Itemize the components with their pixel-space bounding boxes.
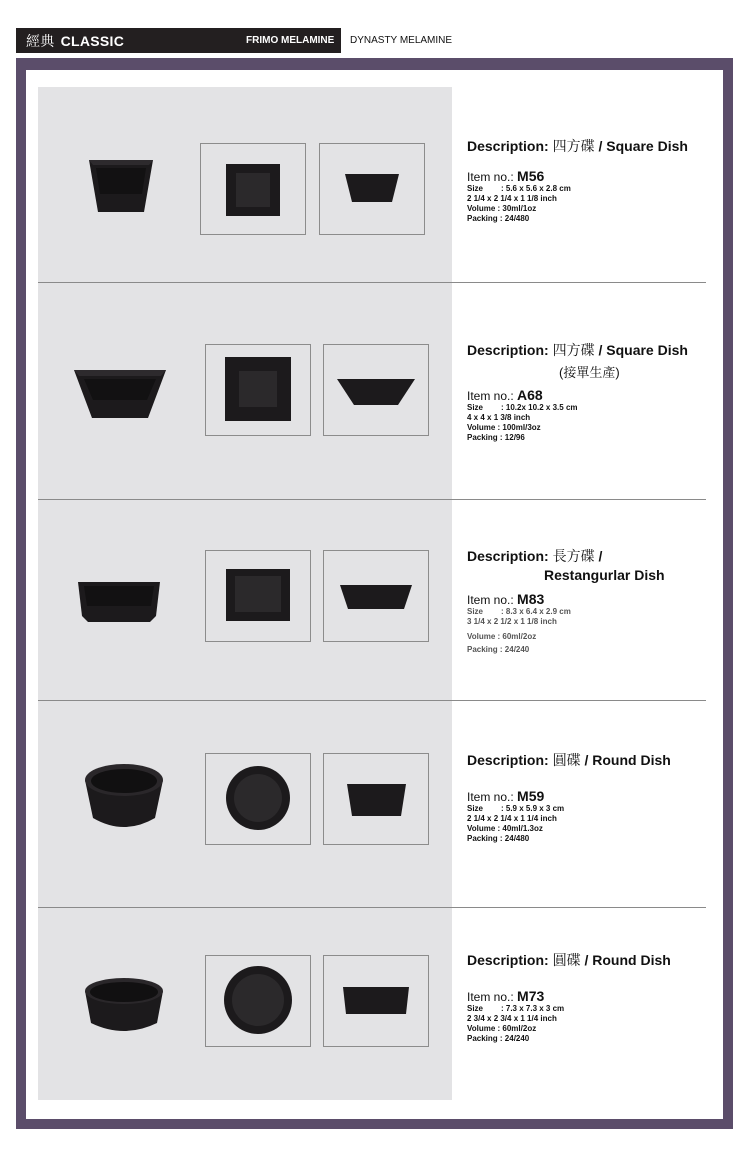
row-divider	[38, 907, 706, 908]
row-divider	[38, 499, 706, 500]
volume-spec: Volume : 60ml/2oz	[467, 1024, 537, 1033]
title-en: CLASSIC	[60, 33, 125, 49]
product-info-m73	[467, 950, 717, 1044]
row-divider	[38, 282, 706, 283]
size-spec: Size : 7.3 x 7.3 x 3 cm	[467, 1004, 565, 1013]
item-number: Item no.: M73	[467, 988, 545, 1004]
product-info-m59	[467, 750, 717, 844]
packing-spec: Packing : 12/96	[467, 433, 525, 442]
size-spec: Size : 10.2x 10.2 x 3.5 cm	[467, 403, 578, 412]
product-photo-m56	[86, 154, 156, 218]
product-info-m56	[467, 136, 717, 224]
row-divider	[38, 700, 706, 701]
product-photo-m59	[82, 760, 166, 834]
item-number: Item no.: M59	[467, 788, 545, 804]
nav-dynasty-melamine[interactable]: DYNASTY MELAMINE	[350, 35, 453, 46]
size-imperial: 2 3/4 x 2 3/4 x 1 1/4 inch	[467, 1014, 557, 1023]
size-imperial: 3 1/4 x 2 1/2 x 1 1/8 inch	[467, 617, 557, 626]
product-description: Description: 長方碟 /	[467, 548, 603, 564]
item-number: Item no.: A68	[467, 387, 543, 403]
size-spec: Size : 5.9 x 5.9 x 3 cm	[467, 804, 565, 813]
top-view-m83	[205, 550, 311, 642]
top-view-m56	[200, 143, 306, 235]
product-description-line2: Restangurlar Dish	[544, 567, 665, 583]
size-spec: Size : 8.3 x 6.4 x 2.9 cm	[467, 607, 571, 616]
product-description: Description: 四方碟 / Square Dish	[467, 342, 688, 358]
top-view-a68	[205, 344, 311, 436]
volume-spec: Volume : 40ml/1.3oz	[467, 824, 543, 833]
catalog-frame	[16, 58, 733, 1129]
size-imperial: 2 1/4 x 2 1/4 x 1 1/4 inch	[467, 814, 557, 823]
product-info-a68	[467, 340, 717, 443]
packing-spec: Packing : 24/480	[467, 834, 530, 843]
packing-spec: Packing : 24/240	[467, 645, 530, 654]
top-view-m59	[205, 753, 311, 845]
size-spec: Size : 5.6 x 5.6 x 2.8 cm	[467, 184, 571, 193]
packing-spec: Packing : 24/480	[467, 214, 530, 223]
packing-spec: Packing : 24/240	[467, 1034, 530, 1043]
product-description: Description: 圓碟 / Round Dish	[467, 752, 671, 768]
product-photo-m83	[76, 578, 162, 624]
product-photo-m73	[82, 975, 166, 1037]
title-cjk: 經典	[26, 33, 55, 49]
catalog-sheet	[26, 70, 723, 1119]
volume-spec: Volume : 60ml/2oz	[467, 632, 537, 641]
side-view-m83	[323, 550, 429, 642]
volume-spec: Volume : 100ml/3oz	[467, 423, 541, 432]
made-to-order-note: (接單生產)	[559, 365, 620, 380]
top-view-m73	[205, 955, 311, 1047]
size-imperial: 4 x 4 x 1 3/8 inch	[467, 413, 531, 422]
item-number: Item no.: M56	[467, 168, 545, 184]
product-info-m83	[467, 546, 717, 655]
side-view-m59	[323, 753, 429, 845]
side-view-a68	[323, 344, 429, 436]
size-imperial: 2 1/4 x 2 1/4 x 1 1/8 inch	[467, 194, 557, 203]
product-description: Description: 四方碟 / Square Dish	[467, 138, 688, 154]
product-description: Description: 圓碟 / Round Dish	[467, 952, 671, 968]
header-title-block	[16, 28, 341, 53]
side-view-m56	[319, 143, 425, 235]
product-photo-a68	[72, 362, 168, 424]
volume-spec: Volume : 30ml/1oz	[467, 204, 537, 213]
page-title	[26, 31, 124, 51]
side-view-m73	[323, 955, 429, 1047]
header-bar	[16, 28, 736, 53]
nav-frimo-melamine[interactable]: FRIMO MELAMINE	[246, 35, 335, 46]
item-number: Item no.: M83	[467, 591, 545, 607]
